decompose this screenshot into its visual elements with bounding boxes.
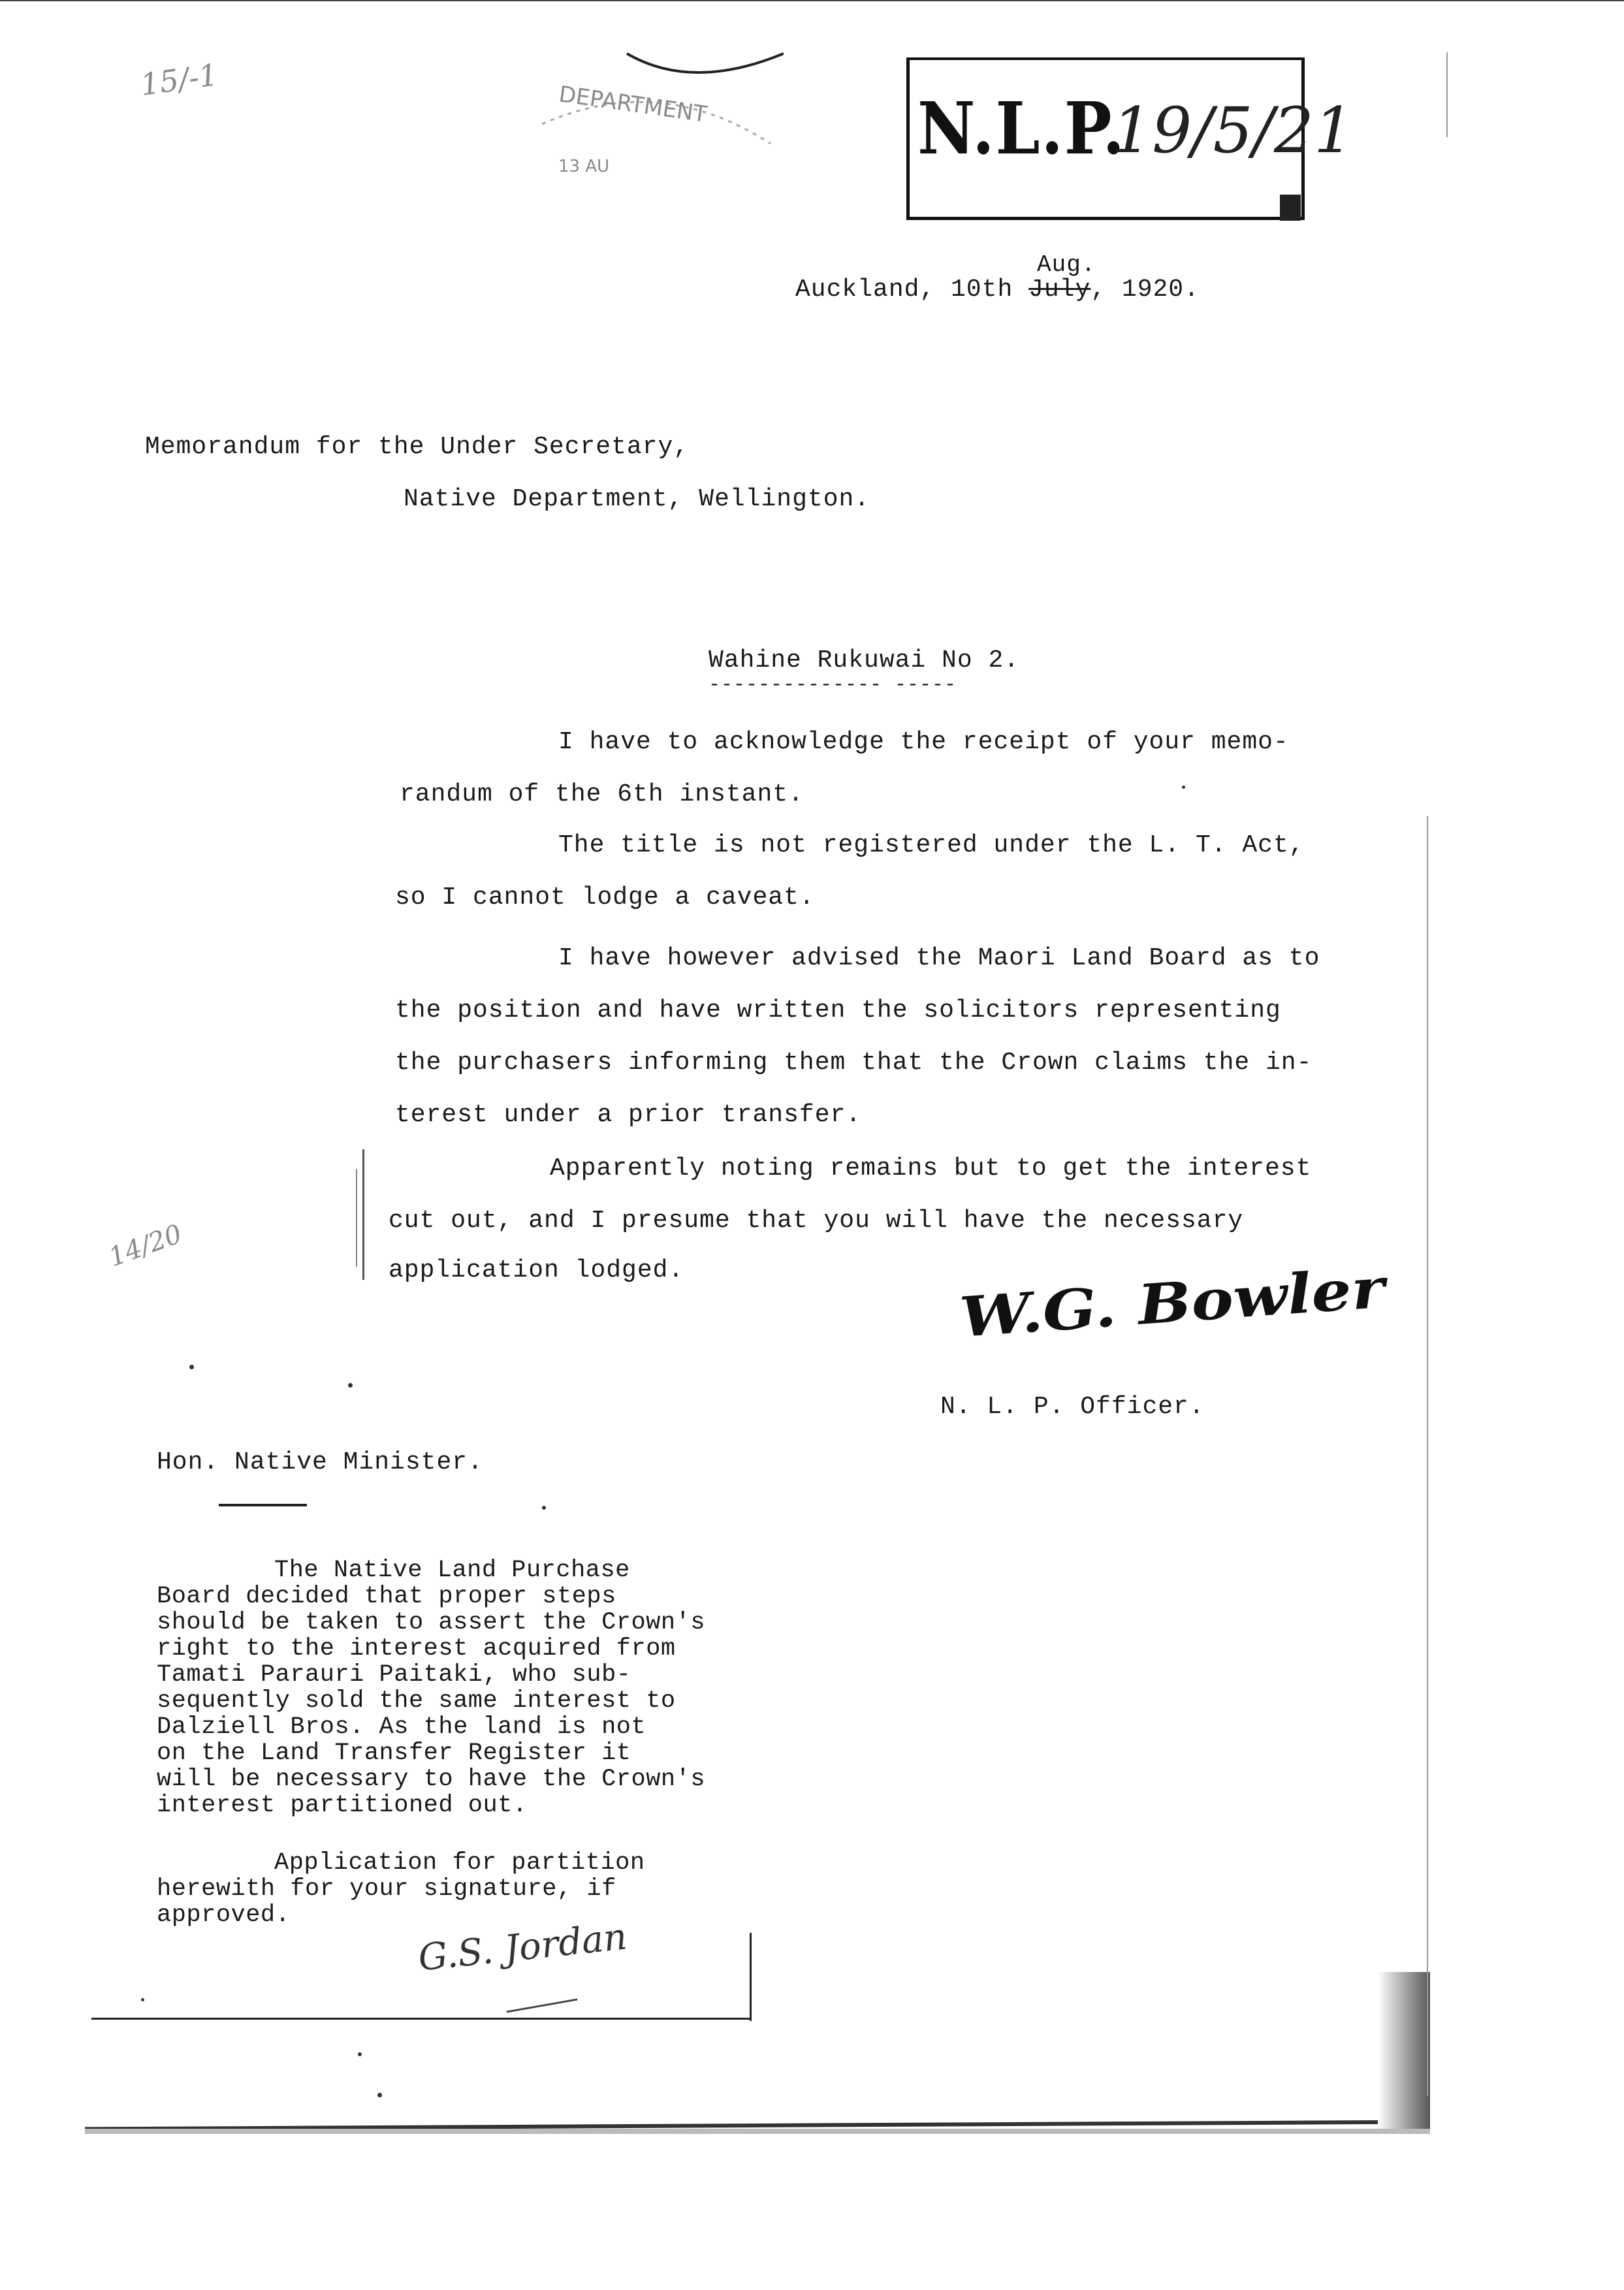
body-line: so I cannot lodge a caveat.	[395, 883, 815, 912]
scan-top-edge	[0, 0, 1624, 1]
speck	[377, 2093, 382, 2097]
subject-heading: Wahine Rukuwai No 2.	[709, 646, 1020, 675]
date-month-inserted: Aug.	[1037, 251, 1096, 278]
minute-line: Dalziell Bros. As the land is not	[157, 1713, 646, 1741]
date-month-struck: July	[1028, 276, 1091, 304]
signatory-title: N. L. P. Officer.	[940, 1393, 1205, 1421]
speck	[542, 1506, 546, 1510]
stamp-shadow-bar	[1280, 195, 1301, 221]
body-line: I have however advised the Maori Land Board as to	[558, 944, 1320, 972]
file-stamp-prefix: N.L.P.	[917, 86, 1126, 170]
received-stamp-arc	[496, 46, 784, 196]
body-line: Apparently noting remains but to get the interest	[550, 1154, 1312, 1183]
minute-line: should be taken to assert the Crown's	[157, 1609, 706, 1636]
minute-paragraph-2	[157, 1850, 645, 1928]
received-stamp	[496, 46, 784, 196]
body-line: cut out, and I presume that you will have the necessary	[389, 1207, 1244, 1235]
minute-line: will be necessary to have the Crown's	[157, 1766, 706, 1793]
margin-bracket-inner	[356, 1169, 357, 1267]
speck	[189, 1365, 194, 1369]
margin-pencil-note: 14/20	[104, 1218, 186, 1273]
minute-addressee-rule	[219, 1504, 307, 1506]
scan-right-edge-top	[1446, 52, 1448, 137]
received-stamp-date: 13 AU	[558, 157, 610, 176]
body-line: The title is not registered under the L. T. Act,	[558, 831, 1305, 859]
speck	[141, 1998, 144, 2001]
body-line: randum of the 6th instant.	[400, 780, 804, 808]
body-line: I have to acknowledge the receipt of your memo-	[558, 728, 1289, 756]
speck	[348, 1383, 353, 1388]
date-place: Auckland, 10th	[795, 276, 1029, 304]
minute-line: herewith for your signature, if	[157, 1875, 616, 1903]
speck	[358, 2052, 362, 2056]
minute-line: The Native Land Purchase	[274, 1557, 630, 1584]
minute-line: interest partitioned out.	[157, 1792, 528, 1819]
file-stamp-number: 19/5/21	[1112, 94, 1354, 167]
speck	[1182, 786, 1185, 789]
letter-date	[795, 276, 1200, 304]
minute-box-bottom	[91, 2018, 751, 2020]
scan-corner-shadow	[1378, 1972, 1430, 2129]
minute-initials-stroke	[507, 1998, 578, 2012]
minute-line: Tamati Parauri Paitaki, who sub-	[157, 1661, 631, 1689]
minute-line: Application for partition	[274, 1849, 645, 1877]
scan-right-edge	[1427, 816, 1428, 2096]
scan-bottom-shadow	[85, 2129, 1430, 2134]
body-line: terest under a prior transfer.	[395, 1101, 862, 1129]
minute-paragraph-1	[157, 1557, 705, 1819]
minute-initials: G.S. Jordan	[416, 1915, 629, 1980]
minute-line: approved.	[157, 1901, 291, 1929]
corner-pencil-mark: 15/-1	[138, 56, 221, 103]
received-stamp-text: DEPARTMENT	[557, 81, 709, 128]
minute-line: Board decided that proper steps	[157, 1583, 616, 1610]
body-line: application lodged.	[389, 1256, 684, 1284]
subject-underline: -------------- -----	[709, 674, 957, 696]
date-year: , 1920.	[1091, 276, 1200, 304]
margin-bracket	[362, 1149, 364, 1280]
body-line: the purchasers informing them that the Crown claims the in-	[395, 1049, 1313, 1077]
minute-line: right to the interest acquired from	[157, 1635, 676, 1662]
body-line: the position and have written the solicitors representing	[395, 996, 1281, 1025]
recipient-line-1: Memorandum for the Under Secretary,	[145, 433, 690, 461]
file-number-stamp	[906, 57, 1354, 220]
officer-signature: W.G. Bowler	[957, 1255, 1387, 1350]
minute-line: on the Land Transfer Register it	[157, 1740, 631, 1767]
recipient-line-2: Native Department, Wellington.	[404, 485, 870, 513]
minute-box-right	[750, 1933, 752, 2021]
minute-addressee: Hon. Native Minister.	[157, 1448, 483, 1476]
minute-line: sequently sold the same interest to	[157, 1687, 676, 1715]
